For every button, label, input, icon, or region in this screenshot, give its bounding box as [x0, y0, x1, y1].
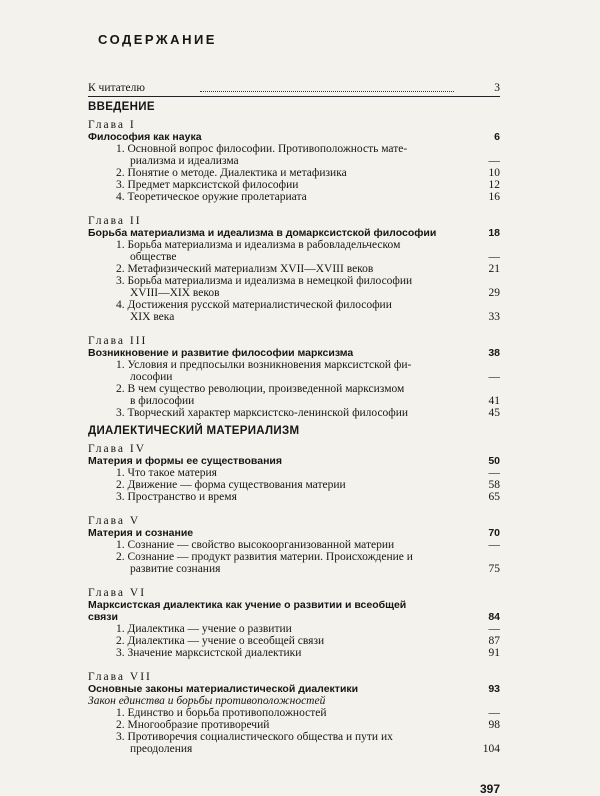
part-heading-dialmat: ДИАЛЕКТИЧЕСКИЙ МАТЕРИАЛИЗМ [88, 425, 300, 437]
page-ref: 65 [488, 491, 500, 503]
part-heading-intro: ВВЕДЕНИЕ [88, 101, 155, 113]
toc-item-text: 1. Борьба материализма и идеализма в рабовладельческом [116, 239, 401, 251]
page-ref: 91 [488, 647, 500, 659]
page-ref: 41 [488, 395, 500, 407]
toc-item-text: 1. Что такое материя [116, 467, 217, 479]
toc-item [88, 731, 500, 743]
toc-item [88, 551, 500, 563]
chapter-title [88, 599, 500, 611]
toc-item [88, 563, 500, 575]
toc-item-text: 1. Условия и предпосылки возникновения марксистской фи- [116, 359, 412, 371]
toc-item-text: 2. Многообразие противоречий [116, 719, 270, 731]
toc-item [88, 287, 500, 299]
chapter-title [88, 611, 500, 623]
toc-item-text: риализма и идеализма [130, 155, 239, 167]
toc-item [88, 395, 500, 407]
toc-item-text: 2. В чем существо революции, произведенной марксизмом [116, 383, 405, 395]
page-ref: 6 [494, 131, 500, 143]
toc-item [88, 143, 500, 155]
page-ref: 98 [488, 719, 500, 731]
chapter-label: Глава VI [88, 587, 147, 599]
page-ref: 10 [488, 167, 500, 179]
toc-item [88, 407, 500, 419]
chapter-title-text: связи [88, 611, 118, 623]
chapter-title [88, 527, 500, 539]
chapter-title-text: Основные законы материалистической диалектики [88, 683, 359, 695]
toc-item [88, 275, 500, 287]
toc-item-text: 1. Сознание — свойство высокоорганизованной материи [116, 539, 395, 551]
toc-item [88, 635, 500, 647]
page-ref: — [488, 539, 500, 551]
toc-item-text: 2. Движение — форма существования материи [116, 479, 346, 491]
chapter-title [88, 347, 500, 359]
toc-item-text: 3. Творческий характер марксистско-ленинской философии [116, 407, 409, 419]
toc-item [88, 383, 500, 395]
chapter-label: Глава VII [88, 671, 152, 683]
page-ref: 16 [488, 191, 500, 203]
chapter-label: Глава I [88, 119, 136, 131]
page-ref: — [488, 371, 500, 383]
page-ref: — [488, 467, 500, 479]
toc-item-text: в философии [130, 395, 195, 407]
toc-item [88, 263, 500, 275]
toc-item [88, 155, 500, 167]
toc-item-text: 3. Значение марксистской диалектики [116, 647, 302, 659]
toc-item-text: 1. Диалектика — учение о развитии [116, 623, 292, 635]
chapter-title [88, 131, 500, 143]
toc-item [88, 251, 500, 263]
toc-item [88, 539, 500, 551]
toc-item-text: 3. Предмет марксистской философии [116, 179, 299, 191]
toc-item [88, 743, 500, 755]
toc-item [88, 239, 500, 251]
toc-item-text: XIX века [130, 311, 175, 323]
section-subtitle: Закон единства и борьбы противоположностей [88, 695, 326, 707]
page-ref: — [488, 707, 500, 719]
page-ref: 87 [488, 635, 500, 647]
toc-item [88, 467, 500, 479]
toc-item-text: 3. Противоречия социалистического общества и пути их [116, 731, 393, 743]
table-of-contents [88, 30, 500, 796]
leader-dots [200, 91, 454, 92]
page-ref: 12 [488, 179, 500, 191]
chapter-title-text: Возникновение и развитие философии марксизма [88, 347, 354, 359]
chapter-label: Глава III [88, 335, 148, 347]
page-ref: — [488, 155, 500, 167]
page-ref: 45 [488, 407, 500, 419]
page-ref: 104 [482, 743, 500, 755]
toc-item-text: 4. Теоретическое оружие пролетариата [116, 191, 307, 203]
toc-item-text: XVIII—XIX веков [130, 287, 220, 299]
toc-item [88, 371, 500, 383]
toc-item-text: развитие сознания [130, 563, 221, 575]
chapter-title-text: Марксистская диалектика как учение о развитии и всеобщей [88, 599, 407, 611]
toc-item-text: 1. Основной вопрос философии. Противоположность мате- [116, 143, 408, 155]
toc-item [88, 491, 500, 503]
toc-item-text: 3. Борьба материализма и идеализма в немецкой философии [116, 275, 413, 287]
toc-item-text: 2. Диалектика — учение о всеобщей связи [116, 635, 325, 647]
toc-item-text: 4. Достижения русской материалистической философии [116, 299, 392, 311]
toc-item-text: 3. Пространство и время [116, 491, 237, 503]
page-ref: 38 [488, 347, 500, 359]
page-ref: 33 [488, 311, 500, 323]
page-number: 397 [479, 782, 500, 796]
chapter-title [88, 683, 500, 695]
chapter-title [88, 227, 500, 239]
toc-item-text: 2. Сознание — продукт развития материи. Происхождение и [116, 551, 413, 563]
toc-item-text: 2. Понятие о методе. Диалектика и метафизика [116, 167, 347, 179]
page-ref: 84 [488, 611, 500, 623]
toc-item [88, 167, 500, 179]
toc-entry-label: К читателю [88, 82, 145, 94]
page-ref: 70 [488, 527, 500, 539]
toc-item [88, 179, 500, 191]
toc-item-text: преодоления [130, 743, 193, 755]
toc-item [88, 647, 500, 659]
toc-item [88, 707, 500, 719]
toc-item [88, 191, 500, 203]
toc-item [88, 299, 500, 311]
chapter-title [88, 455, 500, 467]
page-ref: — [488, 623, 500, 635]
page-ref: 29 [488, 287, 500, 299]
page-ref: 3 [494, 82, 500, 94]
chapter-title-text: Материя и сознание [88, 527, 194, 539]
page-title: СОДЕРЖАНИЕ [98, 32, 217, 47]
chapter-label: Глава V [88, 515, 141, 527]
chapter-title-text: Философия как наука [88, 131, 202, 143]
page-ref: 21 [488, 263, 500, 275]
toc-item [88, 719, 500, 731]
page-ref: 18 [488, 227, 500, 239]
toc-entry-to-reader [88, 82, 500, 94]
chapter-label: Глава IV [88, 443, 147, 455]
toc-item-text: лософии [130, 371, 173, 383]
page-ref: — [488, 251, 500, 263]
toc-item [88, 359, 500, 371]
divider [88, 96, 500, 97]
page-ref: 93 [488, 683, 500, 695]
toc-item-text: 1. Единство и борьба противоположностей [116, 707, 327, 719]
toc-item [88, 311, 500, 323]
page-ref: 58 [488, 479, 500, 491]
chapter-label: Глава II [88, 215, 142, 227]
page-ref: 50 [488, 455, 500, 467]
chapter-title-text: Борьба материализма и идеализма в домарксистской философии [88, 227, 437, 239]
page-ref: 75 [488, 563, 500, 575]
toc-item [88, 479, 500, 491]
chapter-title-text: Материя и формы ее существования [88, 455, 282, 467]
toc-item-text: обществе [130, 251, 177, 263]
toc-item [88, 623, 500, 635]
toc-item-text: 2. Метафизический материализм XVII—XVIII веков [116, 263, 374, 275]
